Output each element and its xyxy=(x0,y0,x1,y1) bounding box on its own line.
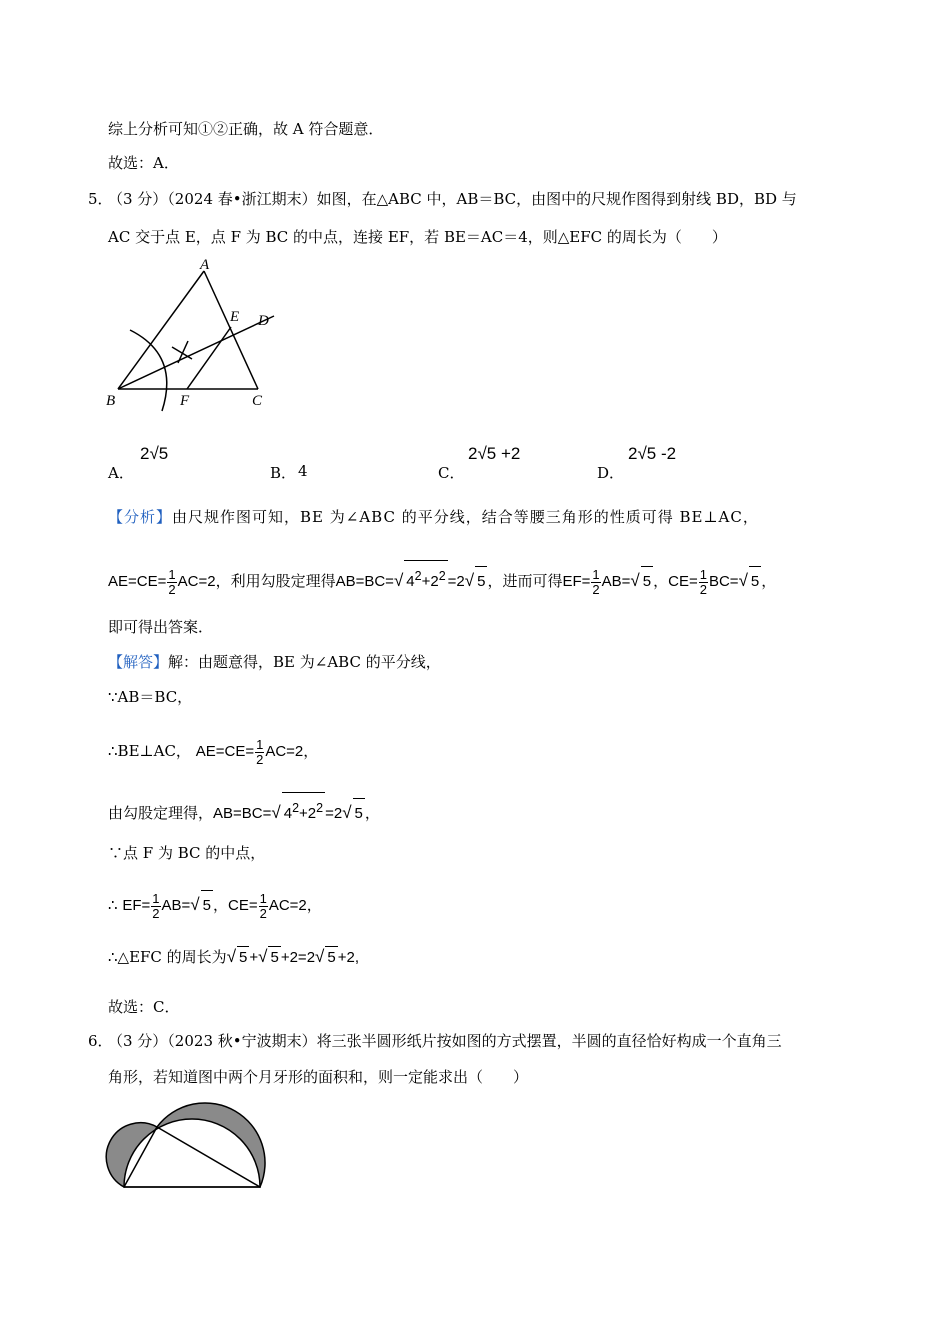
option-a-value: 2√5 xyxy=(140,444,169,463)
m-ab-bc: AB=BC= xyxy=(213,805,272,822)
m-ab: AB= xyxy=(161,897,191,914)
radical-sign: √ xyxy=(342,803,352,822)
frac-den: 2 xyxy=(256,751,264,767)
segment-ac xyxy=(204,271,258,389)
rad-5: 5 xyxy=(268,946,280,969)
label-c: C xyxy=(252,393,263,409)
answer-line1 xyxy=(108,651,441,673)
answer-line3 xyxy=(108,736,318,767)
analysis-line3: 即可得出答案． xyxy=(108,618,214,636)
frac-half xyxy=(167,568,176,597)
analysis-line2 xyxy=(108,560,776,597)
answer-line7 xyxy=(108,946,359,969)
m-bc: BC= xyxy=(708,573,739,590)
m-ae-ce: AE=CE= xyxy=(195,743,255,760)
m-ab: AB= xyxy=(601,573,631,590)
prev-conclusion: 综上分析可知①②正确，故 A 符合题意． xyxy=(108,120,384,138)
q5-number: 5． xyxy=(88,190,113,208)
answer-tag: 【解答】 xyxy=(108,653,169,671)
frac-den: 2 xyxy=(168,581,176,597)
m-ce: CE= xyxy=(668,573,698,590)
frac-num: 1 xyxy=(699,566,707,582)
frac-half xyxy=(151,892,160,921)
q5-stem-line2: AC 交于点 E，点 F 为 BC 的中点，连接 EF，若 BE＝AC＝4，则△EFC 的周长为（ ） xyxy=(108,228,727,246)
frac-den: 2 xyxy=(699,581,707,597)
radical-sign: √ xyxy=(630,571,640,590)
comma: ， xyxy=(364,805,380,822)
rad-5: 5 xyxy=(475,566,487,597)
prev-choice: 故选：A． xyxy=(108,154,179,172)
rad-2: 2 xyxy=(307,805,317,822)
option-d-value: 2√5 -2 xyxy=(628,444,677,463)
answer-line5: ∵点 F 为 BC 的中点， xyxy=(108,844,266,862)
m-perim-end: +2, xyxy=(337,949,360,966)
label-f: F xyxy=(180,393,190,409)
m-ac2: AC=2 xyxy=(177,573,216,590)
comma: ， xyxy=(653,573,669,590)
frac-half xyxy=(255,738,264,767)
analysis-line1 xyxy=(108,506,759,528)
m-eq2: =2 xyxy=(325,805,343,822)
radical-sign: √ xyxy=(258,947,268,966)
rad-4: 4 xyxy=(406,573,415,590)
option-b-value: 4 xyxy=(298,462,308,480)
answer-math3 xyxy=(195,736,319,767)
m-ae-ce: AE=CE= xyxy=(108,573,167,590)
rad-5: 5 xyxy=(325,946,337,969)
frac-num: 1 xyxy=(152,890,160,906)
m-ce: CE= xyxy=(227,897,258,914)
sup-b: 2 xyxy=(316,801,324,815)
comma: ， xyxy=(306,897,322,914)
q5-choice: 故选：C． xyxy=(108,998,180,1016)
m-ac2: AC=2 xyxy=(265,743,304,760)
label-e: E xyxy=(230,309,240,325)
q5-stem-line1: （3 分）（2024 春•浙江期末）如图，在△ABC 中，AB＝BC，由图中的尺规作图得到射线 BD，BD 与 xyxy=(108,190,797,208)
answer-text4: 由勾股定理得， xyxy=(108,804,214,822)
answer-math7 xyxy=(227,949,359,966)
label-a: A xyxy=(200,257,210,273)
comma: ， xyxy=(212,897,228,914)
rad-5: 5 xyxy=(749,566,761,597)
answer-text7: ∴△EFC 的周长为 xyxy=(108,948,227,966)
plus-a: + xyxy=(299,805,308,822)
answer-text6: ∴ xyxy=(108,896,118,914)
analysis-tag: 【分析】 xyxy=(108,508,173,526)
radical-sign: √ xyxy=(393,571,404,590)
q6-semicircle-figure xyxy=(100,1092,280,1192)
m-ac2: AC=2 xyxy=(268,897,307,914)
frac-den: 2 xyxy=(152,905,160,921)
m-ef: EF= xyxy=(562,573,591,590)
frac-num: 1 xyxy=(256,736,264,752)
m-ef: EF= xyxy=(122,897,151,914)
answer-math4 xyxy=(213,801,380,822)
frac-half xyxy=(591,568,600,597)
rad-5: 5 xyxy=(237,946,249,969)
q6-stem-line1: （3 分）（2023 秋•宁波期末）将三张半圆形纸片按如图的方式摆置，半圆的直径恰好构成一个直角三 xyxy=(108,1032,782,1050)
frac-half xyxy=(259,892,268,921)
sup-a: 2 xyxy=(414,569,422,583)
radical-sign: √ xyxy=(464,571,475,590)
q6-number: 6． xyxy=(88,1032,113,1050)
answer-text3: ∴BE⊥AC， xyxy=(108,742,191,760)
rad-5: 5 xyxy=(201,890,213,921)
radical-sign: √ xyxy=(226,947,237,966)
frac-den: 2 xyxy=(259,905,267,921)
m-perim: +2=2 xyxy=(280,949,316,966)
analysis-text1: 由尺规作图可知，BE 为∠ABC 的平分线，结合等腰三角形的性质可得 BE⊥AC， xyxy=(172,508,759,526)
frac-half xyxy=(699,568,708,597)
plus: + xyxy=(249,949,259,966)
rad-5: 5 xyxy=(641,566,653,597)
m-eq2: =2 xyxy=(447,573,465,590)
frac-num: 1 xyxy=(592,566,600,582)
option-b-label: B． xyxy=(270,464,297,482)
sup-b: 2 xyxy=(438,569,446,583)
m-ab-bc: AB=BC= xyxy=(335,573,394,590)
ray-bd xyxy=(118,316,274,389)
sup-a: 2 xyxy=(292,801,300,815)
option-c-label: C． xyxy=(438,464,465,482)
answer-line2: ∵AB＝BC， xyxy=(108,688,193,706)
analysis-mid: ，利用勾股定理得 xyxy=(215,572,336,590)
radical-sign: √ xyxy=(738,571,748,590)
segment-ef xyxy=(187,327,231,389)
option-a-label: A． xyxy=(108,464,134,482)
answer-text1: 解：由题意得，BE 为∠ABC 的平分线， xyxy=(168,653,441,671)
answer-line6 xyxy=(108,890,322,921)
radical-sign: √ xyxy=(315,947,325,966)
radicand xyxy=(404,560,447,597)
radical-sign: √ xyxy=(271,803,281,822)
radicand xyxy=(282,792,325,829)
comma: ， xyxy=(303,743,319,760)
construction-arc xyxy=(130,330,167,411)
rad-4: 4 xyxy=(283,805,293,822)
radical-sign: √ xyxy=(190,895,200,914)
comma: ， xyxy=(761,573,777,590)
q5-triangle-figure xyxy=(100,255,290,415)
option-d-label: D． xyxy=(597,464,625,482)
q6-stem-line2: 角形，若知道图中两个月牙形的面积和，则一定能求出（ ） xyxy=(108,1068,529,1086)
plus-a: + xyxy=(421,573,431,590)
label-b: B xyxy=(106,393,116,409)
frac-num: 1 xyxy=(259,890,267,906)
analysis-mid2: ，进而可得 xyxy=(487,572,563,590)
answer-math6 xyxy=(122,890,322,921)
answer-line4 xyxy=(108,792,380,829)
label-d: D xyxy=(258,313,269,329)
frac-den: 2 xyxy=(592,581,600,597)
rad-2: 2 xyxy=(430,573,439,590)
rad-5: 5 xyxy=(353,798,365,829)
option-c-value: 2√5 +2 xyxy=(468,444,521,463)
frac-num: 1 xyxy=(168,566,176,582)
